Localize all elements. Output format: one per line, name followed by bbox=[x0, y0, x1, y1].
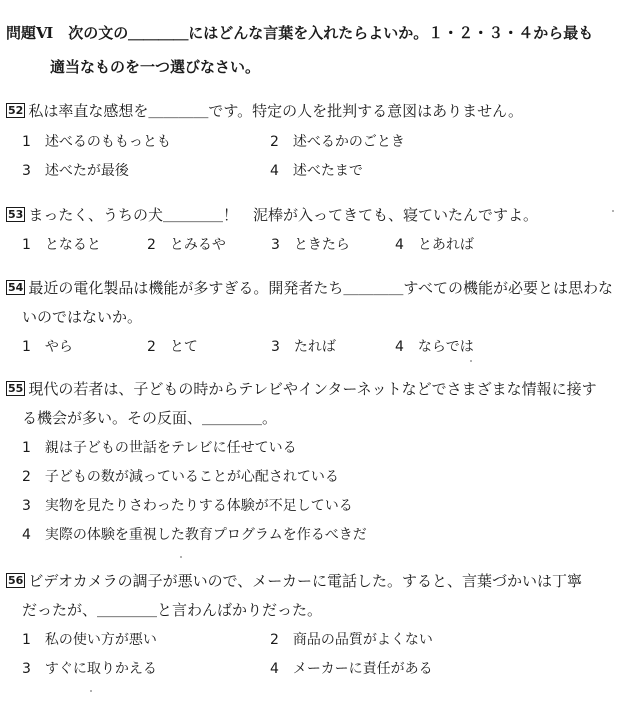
question-55-option-3[interactable]: 3 実物を見たりさわったりする体験が不足している bbox=[22, 498, 353, 514]
question-55-text: 現代の若者は、子どもの時からテレビやインターネットなどでさまざまな情報に接す bbox=[28, 380, 597, 398]
question-number-56: 56 bbox=[8, 574, 24, 587]
section-instruction-line-2: 適当なものを一つ選びなさい。 bbox=[50, 58, 261, 76]
question-52-line-1 bbox=[6, 100, 523, 121]
scan-speck bbox=[470, 360, 472, 362]
question-53-line-1 bbox=[6, 204, 538, 225]
question-55-line-2: る機会が多い。その反面、＿＿＿＿。 bbox=[22, 409, 278, 427]
question-52-option-1[interactable]: 1 述べるのももっとも bbox=[22, 134, 171, 150]
question-56-option-2[interactable]: 2 商品の品質がよくない bbox=[270, 632, 433, 648]
question-53-text: まったく、うちの犬＿＿＿＿！ 泥棒が入ってきても、寝ていたんですよ。 bbox=[28, 206, 539, 224]
question-54-line-2: いのではないか。 bbox=[22, 308, 143, 326]
question-54-line-1 bbox=[6, 277, 613, 298]
question-54-option-1[interactable]: 1 やら bbox=[22, 339, 73, 355]
question-53-option-1[interactable]: 1 となると bbox=[22, 237, 101, 253]
question-52-option-4[interactable]: 4 述べたまで bbox=[270, 163, 363, 179]
question-53-option-4[interactable]: 4 とあれば bbox=[395, 237, 474, 253]
scan-speck bbox=[90, 690, 92, 692]
question-53-option-2[interactable]: 2 とみるや bbox=[147, 237, 226, 253]
question-52-option-2[interactable]: 2 述べるかのごとき bbox=[270, 134, 405, 150]
question-55-line-1 bbox=[6, 378, 597, 399]
question-number-53: 53 bbox=[8, 208, 24, 221]
question-54-option-2[interactable]: 2 とて bbox=[147, 339, 198, 355]
section-instruction-line-1: 問題Ⅵ 次の文の＿＿＿＿にはどんな言葉を入れたらよいか。１・２・３・４から最も bbox=[6, 24, 594, 42]
question-53-option-3[interactable]: 3 ときたら bbox=[271, 237, 350, 253]
question-number-52: 52 bbox=[8, 104, 24, 117]
question-56-option-3[interactable]: 3 すぐに取りかえる bbox=[22, 661, 157, 677]
question-54-text: 最近の電化製品は機能が多すぎる。開発者たち＿＿＿＿すべての機能が必要とは思わな bbox=[28, 279, 614, 297]
question-number-55: 55 bbox=[8, 382, 24, 395]
question-56-line-2: だったが、＿＿＿＿と言わんばかりだった。 bbox=[22, 601, 323, 619]
question-56-line-1 bbox=[6, 570, 582, 591]
question-55-option-4[interactable]: 4 実際の体験を重視した教育プログラムを作るべきだ bbox=[22, 527, 367, 543]
scan-speck bbox=[612, 210, 614, 212]
question-number-54: 54 bbox=[8, 281, 24, 294]
scan-speck bbox=[180, 556, 182, 558]
question-56-text: ビデオカメラの調子が悪いので、メーカーに電話した。すると、言葉づかいは丁寧 bbox=[28, 572, 582, 590]
question-55-option-1[interactable]: 1 親は子どもの世話をテレビに任せている bbox=[22, 440, 297, 456]
question-52-option-3[interactable]: 3 述べたが最後 bbox=[22, 163, 129, 179]
question-56-option-4[interactable]: 4 メーカーに責任がある bbox=[270, 661, 433, 677]
question-54-option-3[interactable]: 3 たれば bbox=[271, 339, 336, 355]
question-54-option-4[interactable]: 4 ならでは bbox=[395, 339, 474, 355]
question-52-text: 私は率直な感想を＿＿＿＿です。特定の人を批判する意図はありません。 bbox=[28, 102, 524, 120]
question-56-option-1[interactable]: 1 私の使い方が悪い bbox=[22, 632, 157, 648]
question-55-option-2[interactable]: 2 子どもの数が減っていることが心配されている bbox=[22, 469, 339, 485]
